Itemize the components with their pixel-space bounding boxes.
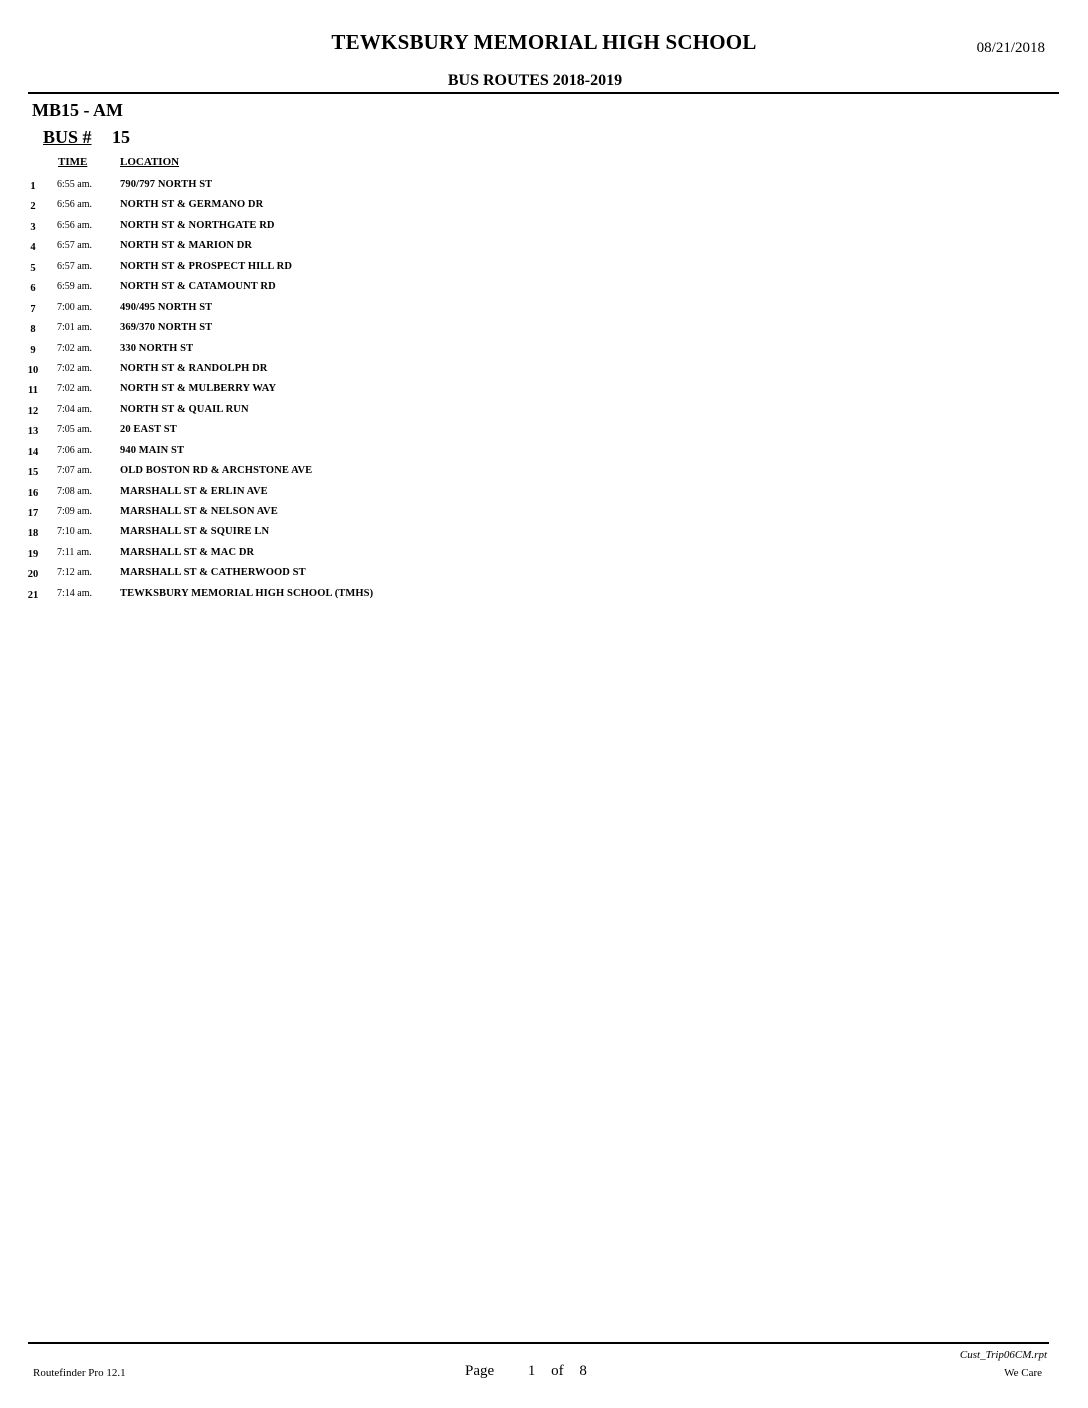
stop-time: 6:55 am. bbox=[57, 179, 92, 190]
report-subtitle: BUS ROUTES 2018-2019 bbox=[447, 72, 623, 89]
stop-number: 17 bbox=[27, 508, 39, 519]
page-of-label: of bbox=[551, 1363, 564, 1379]
stop-number: 6 bbox=[30, 283, 36, 295]
stop-number: 3 bbox=[30, 221, 36, 233]
stop-row bbox=[0, 382, 700, 402]
stop-row bbox=[0, 301, 700, 321]
stop-time: 7:09 am. bbox=[57, 506, 92, 517]
stop-number: 16 bbox=[27, 487, 39, 499]
stop-location: MARSHALL ST & CATHERWOOD ST bbox=[120, 567, 306, 579]
stop-time: 7:04 am. bbox=[57, 403, 92, 415]
stop-location: NORTH ST & MARION DR bbox=[120, 240, 253, 252]
stop-time: 6:57 am. bbox=[57, 260, 92, 272]
stop-number: 18 bbox=[27, 528, 39, 540]
stop-row bbox=[0, 423, 700, 443]
stop-time: 7:08 am. bbox=[57, 485, 92, 497]
software-version: Routefinder Pro 12.1 bbox=[33, 1367, 126, 1379]
report-date: 08/21/2018 bbox=[976, 40, 1045, 56]
stop-location: MARSHALL ST & NELSON AVE bbox=[120, 506, 278, 517]
stop-number: 10 bbox=[27, 364, 39, 376]
stop-location: 790/797 NORTH ST bbox=[120, 179, 213, 190]
page-total: 8 bbox=[579, 1363, 587, 1379]
stop-row bbox=[0, 362, 700, 382]
stop-time: 7:10 am. bbox=[57, 526, 92, 538]
stop-time: 7:02 am. bbox=[57, 383, 92, 395]
stop-location: NORTH ST & QUAIL RUN bbox=[120, 403, 249, 415]
route-name: MB15 - AM bbox=[32, 100, 123, 120]
stop-time: 7:02 am. bbox=[57, 362, 92, 374]
stop-number: 4 bbox=[30, 242, 36, 254]
stop-row bbox=[0, 321, 700, 341]
stops-list bbox=[0, 178, 700, 607]
stop-row bbox=[0, 566, 700, 586]
stop-location: MARSHALL ST & MAC DR bbox=[120, 546, 255, 558]
stop-location: 20 EAST ST bbox=[120, 424, 177, 436]
stop-time: 7:01 am. bbox=[57, 322, 92, 334]
bus-label: BUS # bbox=[43, 127, 92, 147]
column-headers bbox=[0, 156, 600, 172]
stop-row bbox=[0, 403, 700, 423]
time-column-header: TIME bbox=[58, 156, 88, 168]
stop-row bbox=[0, 219, 700, 239]
stop-row bbox=[0, 505, 700, 525]
school-title: TEWKSBURY MEMORIAL HIGH SCHOOL bbox=[331, 30, 757, 54]
stop-row bbox=[0, 280, 700, 300]
stop-time: 7:12 am. bbox=[57, 567, 92, 579]
stop-time: 6:59 am. bbox=[57, 281, 92, 293]
location-column-header: LOCATION bbox=[120, 156, 180, 168]
stop-number: 2 bbox=[30, 201, 36, 213]
stop-row bbox=[0, 464, 700, 484]
stop-location: MARSHALL ST & SQUIRE LN bbox=[120, 526, 270, 538]
page-current: 1 bbox=[527, 1363, 536, 1379]
page-indicator bbox=[465, 1363, 587, 1380]
stop-number: 8 bbox=[30, 324, 36, 336]
stop-time: 7:11 am. bbox=[57, 546, 92, 558]
stop-row bbox=[0, 198, 700, 218]
stop-number: 12 bbox=[27, 405, 39, 417]
stop-number: 11 bbox=[28, 385, 38, 397]
stop-row bbox=[0, 260, 700, 280]
stop-location: OLD BOSTON RD & ARCHSTONE AVE bbox=[120, 465, 313, 477]
stop-location: MARSHALL ST & ERLIN AVE bbox=[120, 485, 268, 497]
stop-time: 7:06 am. bbox=[57, 444, 92, 456]
report-file-name: Cust_Trip06CM.rpt bbox=[959, 1349, 1047, 1361]
stop-time: 6:56 am. bbox=[57, 199, 92, 211]
bus-number: 15 bbox=[112, 127, 131, 147]
bus-line bbox=[43, 127, 130, 148]
stop-number: 13 bbox=[27, 426, 39, 438]
stop-number: 19 bbox=[27, 548, 39, 560]
stop-location: NORTH ST & PROSPECT HILL RD bbox=[120, 260, 293, 272]
stop-row bbox=[0, 342, 700, 362]
stop-row bbox=[0, 239, 700, 259]
stop-time: 6:56 am. bbox=[57, 219, 92, 231]
stop-location: 940 MAIN ST bbox=[120, 444, 185, 456]
stop-row bbox=[0, 525, 700, 545]
stop-location: NORTH ST & CATAMOUNT RD bbox=[120, 281, 276, 293]
stop-row bbox=[0, 587, 700, 607]
stop-number: 5 bbox=[30, 262, 36, 274]
stop-location: 330 NORTH ST bbox=[120, 342, 194, 354]
stop-row bbox=[0, 485, 700, 505]
stop-location: TEWKSBURY MEMORIAL HIGH SCHOOL (TMHS) bbox=[120, 587, 374, 599]
stop-number: 9 bbox=[30, 344, 36, 356]
stop-time: 7:05 am. bbox=[57, 424, 92, 436]
stop-location: NORTH ST & NORTHGATE RD bbox=[120, 219, 275, 231]
stop-number: 20 bbox=[27, 569, 39, 581]
stop-location: 369/370 NORTH ST bbox=[120, 322, 213, 334]
header-divider bbox=[28, 92, 1059, 94]
stop-location: NORTH ST & MULBERRY WAY bbox=[120, 383, 277, 395]
company-name: We Care bbox=[1004, 1367, 1042, 1379]
footer-divider bbox=[28, 1342, 1049, 1344]
stop-number: 21 bbox=[27, 589, 39, 601]
stop-number: 1 bbox=[30, 181, 36, 192]
stop-time: 7:14 am. bbox=[57, 587, 92, 599]
page-label: Page bbox=[465, 1363, 495, 1379]
stop-row bbox=[0, 178, 700, 198]
stop-time: 6:57 am. bbox=[57, 240, 92, 252]
stop-number: 14 bbox=[27, 446, 39, 458]
stop-location: NORTH ST & GERMANO DR bbox=[120, 199, 264, 211]
stop-number: 15 bbox=[27, 467, 39, 479]
stop-time: 7:07 am. bbox=[57, 465, 92, 477]
stop-time: 7:02 am. bbox=[57, 342, 92, 354]
stop-row bbox=[0, 444, 700, 464]
stop-location: NORTH ST & RANDOLPH DR bbox=[120, 362, 268, 374]
stop-time: 7:00 am. bbox=[57, 301, 92, 313]
stop-row bbox=[0, 546, 700, 566]
stop-number: 7 bbox=[30, 303, 36, 315]
stop-location: 490/495 NORTH ST bbox=[120, 301, 213, 313]
